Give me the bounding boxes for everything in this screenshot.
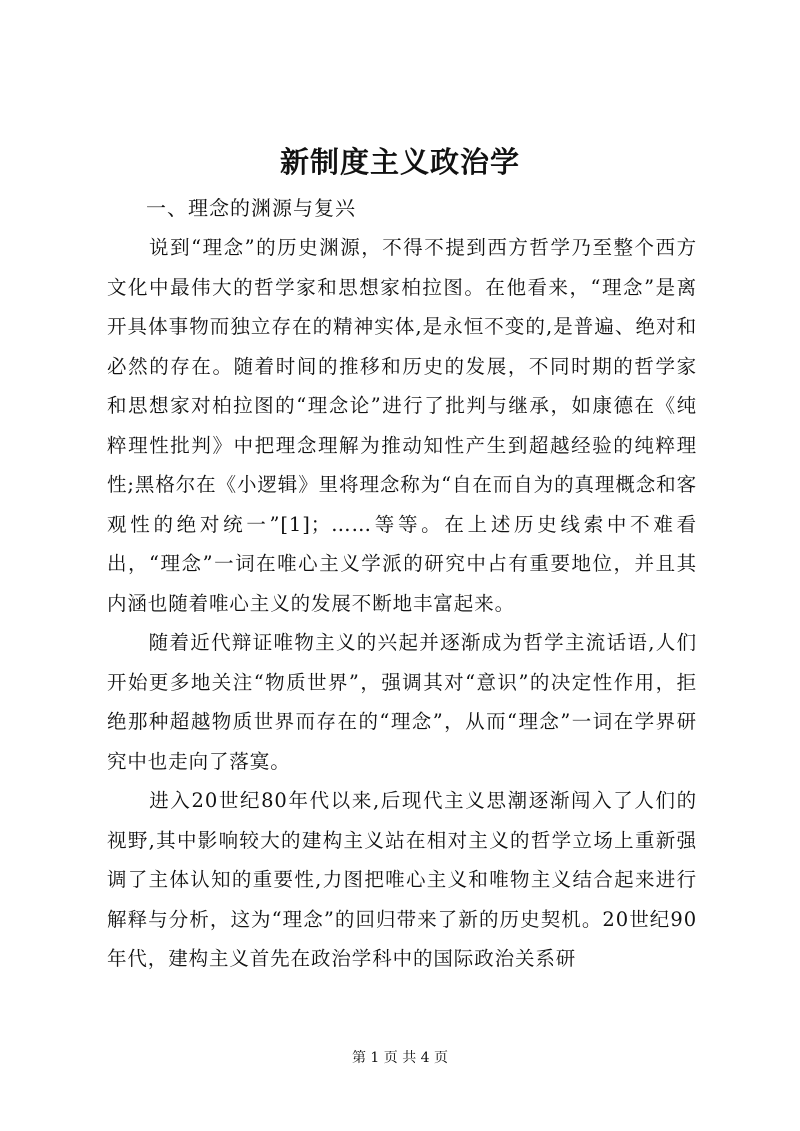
section-heading: 一、理念的渊源与复兴	[146, 196, 356, 220]
paragraph: 随着近代辩证唯物主义的兴起并逐渐成为哲学主流话语,人们开始更多地关注“物质世界”，强调其对“意识”的决定性作用，拒绝那种超越物质世界而存在的“理念”，从而“理念”一词在学界研究中也走向了落寞。	[107, 631, 697, 773]
document-title: 新制度主义政治学	[279, 145, 520, 179]
paragraph: 说到“理念”的历史渊源，不得不提到西方哲学乃至整个西方文化中最伟大的哲学家和思想家柏拉图。在他看来，“理念”是离开具体事物而独立存在的精神实体,是永恒不变的,是普遍、绝对和必然的存在。随着时间的推移和历史的发展，不同时期的哲学家和思想家对柏拉图的“理念论”进行了批判与继承，如康德在《纯粹理性批判》中把理念理解为推动知性产生到超越经验的纯粹理性;黑格尔在《小逻辑》里将理念称为“自在而自为的真理概念和客观性的绝对统一”[1]；……等等。在上述历史线索中不难看出，“理念”一词在唯心主义学派的研究中占有重要地位，并且其内涵也随着唯心主义的发展不断地丰富起来。	[107, 236, 697, 615]
paragraph: 进入20世纪80年代以来,后现代主义思潮逐渐闯入了人们的视野,其中影响较大的建构主义站在相对主义的哲学立场上重新强调了主体认知的重要性,力图把唯心主义和唯物主义结合起来进行解释与分析，这为“理念”的回归带来了新的历史契机。20世纪90年代，建构主义首先在政治学科中的国际政治关系研	[107, 789, 697, 970]
body-text	[107, 228, 697, 979]
page-footer: 第 1 页 共 4 页	[351, 1050, 449, 1066]
